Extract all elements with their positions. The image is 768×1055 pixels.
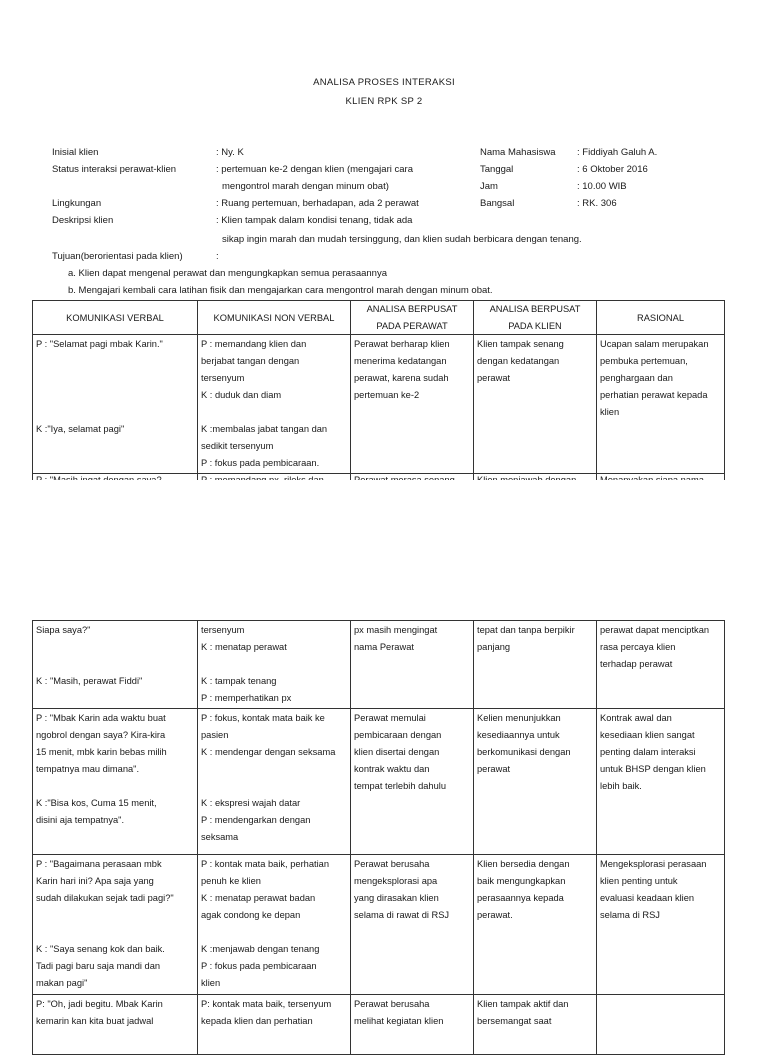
cell-analisa-perawat: px masih mengingat nama Perawat <box>351 621 474 709</box>
jam-value: : 10.00 WIB <box>577 181 627 192</box>
header-rasional: RASIONAL <box>597 301 725 335</box>
cell-analisa-klien: tepat dan tanpa berpikir panjang <box>474 621 597 709</box>
table-row <box>33 709 725 855</box>
status-value-cont: mengontrol marah dengan minum obat) <box>222 181 389 192</box>
document-page-1 <box>0 0 768 480</box>
cell-non-verbal: P: kontak mata baik, tersenyum kepada klien dan perhatian <box>198 995 351 1055</box>
cell-analisa-perawat: Perawat berharap klien menerima kedatangan perawat, karena sudah pertemuan ke-2 <box>351 335 474 474</box>
tanggal-value: : 6 Oktober 2016 <box>577 164 648 175</box>
cell-non-verbal: P : kontak mata baik, perhatian penuh ke klien K : menatap perawat badan agak condong ke depan K :menjawab dengan tenang P : fokus pada pembicaraan klien <box>198 855 351 995</box>
tujuan-item-a: a. Klien dapat mengenal perawat dan mengungkapkan semua perasaannya <box>68 268 388 279</box>
inisial-label: Inisial klien <box>52 147 99 158</box>
interaction-table-page-1 <box>32 300 725 488</box>
deskripsi-value: : Klien tampak dalam kondisi tenang, tidak ada <box>216 215 413 226</box>
bangsal-label: Bangsal <box>480 198 515 209</box>
cell-verbal: P : "Selamat pagi mbak Karin." K :"Iya, selamat pagi" <box>33 335 198 474</box>
tujuan-label: Tujuan(berorientasi pada klien) <box>52 251 183 262</box>
status-label: Status interaksi perawat-klien <box>52 164 177 175</box>
cell-verbal: P : "Bagaimana perasaan mbk Karin hari ini? Apa saja yang sudah dilakukan sejak tadi pagi?" K : "Saya senang kok dan baik. Tadi pagi baru saja mandi dan makan pagi" <box>33 855 198 995</box>
nama-label: Nama Mahasiswa <box>480 147 556 158</box>
cell-analisa-klien: Klien tampak aktif dan bersemangat saat <box>474 995 597 1055</box>
jam-label: Jam <box>480 181 498 192</box>
cell-analisa-perawat: Perawat berusaha melihat kegiatan klien <box>351 995 474 1055</box>
table-row <box>33 621 725 709</box>
header-analisa-klien: ANALISA BERPUSAT PADA KLIEN <box>474 301 597 335</box>
table-row <box>33 335 725 474</box>
header-verbal: KOMUNIKASI VERBAL <box>33 301 198 335</box>
cell-analisa-perawat: Perawat berusaha mengeksplorasi apa yang dirasakan klien selama di rawat di RSJ <box>351 855 474 995</box>
cell-rasional: Kontrak awal dan kesediaan klien sangat penting dalam interaksi untuk BHSP dengan klien lebih baik. <box>597 709 725 855</box>
cell-rasional: perawat dapat menciptkan rasa percaya klien terhadap perawat <box>597 621 725 709</box>
table-row <box>33 855 725 995</box>
deskripsi-value-cont: sikap ingin marah dan mudah tersinggung, dan klien sudah berbicara dengan tenang. <box>222 234 582 245</box>
page-gap <box>0 480 768 620</box>
cell-verbal: Siapa saya?" K : "Masih, perawat Fiddi" <box>33 621 198 709</box>
document-title: ANALISA PROSES INTERAKSI <box>313 77 455 88</box>
cell-non-verbal: P : fokus, kontak mata baik ke pasien K : mendengar dengan seksama K : ekspresi wajah datar P : mendengarkan dengan seksama <box>198 709 351 855</box>
interaction-table-page-2 <box>32 620 725 1055</box>
header-non-verbal: KOMUNIKASI NON VERBAL <box>198 301 351 335</box>
table-row <box>33 995 725 1055</box>
bangsal-value: : RK. 306 <box>577 198 617 209</box>
tujuan-colon: : <box>216 251 219 262</box>
cell-analisa-klien: Kelien menunjukkan kesediaannya untuk berkomunikasi dengan perawat <box>474 709 597 855</box>
cell-rasional: Ucapan salam merupakan pembuka pertemuan, penghargaan dan perhatian perawat kepada klien <box>597 335 725 474</box>
table-header-row <box>33 301 725 335</box>
cell-verbal: P : "Mbak Karin ada waktu buat ngobrol dengan saya? Kira-kira 15 menit, mbk karin bebas milih tempatnya mau dimana". K :"Bisa kos, Cuma 15 menit, disini aja tempatnya". <box>33 709 198 855</box>
cell-analisa-perawat: Perawat memulai pembicaraan dengan klien disertai dengan kontrak waktu dan tempat terlebih dahulu <box>351 709 474 855</box>
cell-non-verbal: tersenyum K : menatap perawat K : tampak tenang P : memperhatikan px <box>198 621 351 709</box>
nama-value: : Fiddiyah Galuh A. <box>577 147 658 158</box>
header-analisa-perawat: ANALISA BERPUSAT PADA PERAWAT <box>351 301 474 335</box>
cell-verbal: P: "Oh, jadi begitu. Mbak Karin kemarin kan kita buat jadwal <box>33 995 198 1055</box>
cell-rasional: Mengeksplorasi perasaan klien penting untuk evaluasi keadaan klien selama di RSJ <box>597 855 725 995</box>
status-value: : pertemuan ke-2 dengan klien (mengajari cara <box>216 164 413 175</box>
tanggal-label: Tanggal <box>480 164 514 175</box>
document-subtitle: KLIEN RPK SP 2 <box>345 96 423 107</box>
lingkungan-label: Lingkungan <box>52 198 102 209</box>
cell-rasional <box>597 995 725 1055</box>
document-page-2 <box>0 620 768 1024</box>
cell-analisa-klien: Klien tampak senang dengan kedatangan perawat <box>474 335 597 474</box>
inisial-value: : Ny. K <box>216 147 244 158</box>
deskripsi-label: Deskripsi klien <box>52 215 114 226</box>
cell-analisa-klien: Klien bersedia dengan baik mengungkapkan perasaannya kepada perawat. <box>474 855 597 995</box>
lingkungan-value: : Ruang pertemuan, berhadapan, ada 2 perawat <box>216 198 419 209</box>
cell-non-verbal: P : memandang klien dan berjabat tangan dengan tersenyum K : duduk dan diam K :membalas jabat tangan dan sedikit tersenyum P : fokus pada pembicaraan. <box>198 335 351 474</box>
tujuan-item-b: b. Mengajari kembali cara latihan fisik dan mengajarkan cara mengontrol marah dengan minum obat. <box>68 285 493 296</box>
